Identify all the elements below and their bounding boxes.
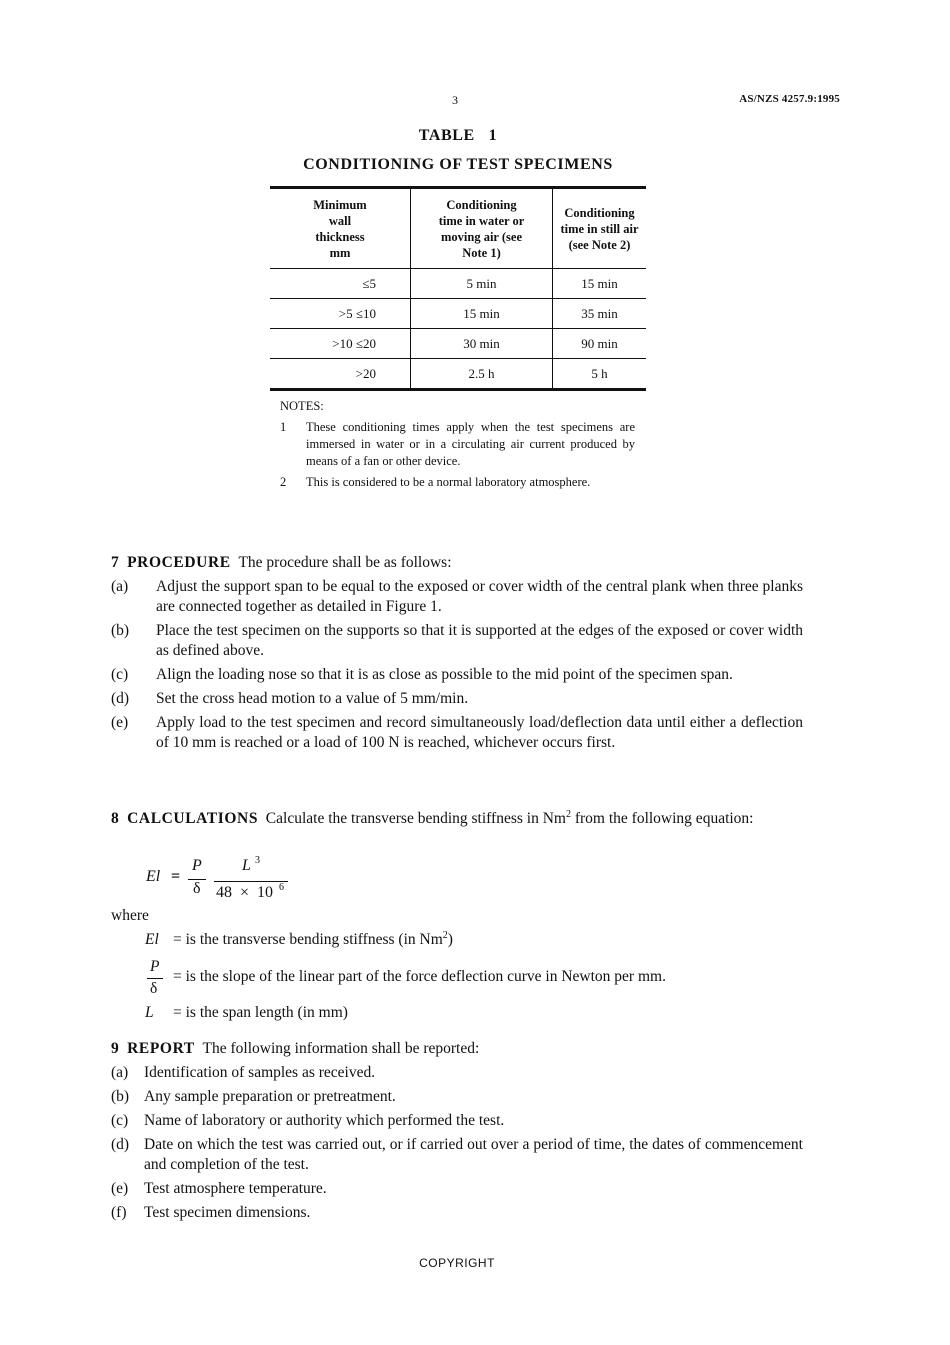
item-label: (c) (111, 666, 129, 683)
definition-l (145, 1003, 348, 1023)
equation-den-exponent: 6 (279, 882, 284, 893)
stiffness-equation (146, 855, 326, 905)
table-cell: 2.5 h (411, 359, 553, 390)
list-item (111, 621, 803, 661)
report-section (111, 1039, 803, 1223)
section-number: 9 (111, 1040, 120, 1057)
item-label: (d) (111, 690, 130, 707)
table-title: CONDITIONING OF TEST SPECIMENS (303, 156, 613, 173)
column-header-water-time: Conditioning time in water or moving air (see Note 1) (411, 188, 553, 269)
list-item (111, 1063, 803, 1083)
report-heading-line (111, 1039, 803, 1059)
table-cell: ≤5 (270, 269, 411, 299)
item-text: Any sample preparation or pretreatment. (144, 1088, 396, 1105)
item-text: Test atmosphere temperature. (144, 1180, 327, 1197)
item-text: Name of laboratory or authority which performed the test. (144, 1112, 505, 1129)
item-text: Adjust the support span to be equal to the exposed or cover width of the central plank when three planks are connected together as detailed in Figure 1. (156, 578, 803, 615)
table-cell: 5 h (591, 365, 608, 381)
section-heading: CALCULATIONS (127, 810, 259, 827)
item-text: Test specimen dimensions. (144, 1204, 311, 1221)
list-item (111, 1111, 803, 1131)
note-item (280, 474, 635, 491)
equation-delta: δ (193, 880, 201, 897)
item-label: (e) (111, 1180, 129, 1197)
section-intro: The following information shall be reported: (202, 1040, 480, 1057)
procedure-section (111, 553, 803, 753)
item-label: (c) (111, 1112, 129, 1129)
where-label: where (111, 907, 149, 924)
table-cell: 15 min (411, 299, 553, 329)
copyright-footer: COPYRIGHT (419, 1256, 495, 1270)
definition-p-delta (145, 957, 805, 1001)
table-row (270, 359, 646, 390)
note-text: This is considered to be a normal laboratory atmosphere. (306, 475, 591, 489)
note-number: 2 (280, 475, 287, 489)
item-text: Identification of samples as received. (144, 1064, 376, 1081)
table-row (270, 269, 646, 299)
item-label: (a) (111, 578, 129, 595)
equation-l-exponent: 3 (255, 855, 260, 866)
page-number: 3 (452, 93, 458, 107)
table-cell: 30 min (411, 329, 553, 359)
section-intro: Calculate the transverse bending stiffness in Nm (265, 810, 566, 827)
table-notes (280, 398, 635, 491)
table-cell: 15 min (553, 269, 647, 299)
table-cell: 35 min (553, 299, 647, 329)
item-text: Place the test specimen on the supports so that it is supported at the edges of the exposed or cover width as defined above. (156, 622, 803, 659)
column-header-still-air-time: Conditioning time in still air (see Note 2) (553, 188, 647, 269)
list-item (111, 1087, 803, 1107)
definition-el (145, 930, 453, 950)
table-cell: 5 min (411, 269, 553, 299)
calculations-intro (111, 809, 803, 829)
item-text: Apply load to the test specimen and record simultaneously load/deflection data until either a deflection of 10 mm is reached or a load of 100 N is reached, whichever occurs first. (156, 714, 803, 751)
list-item (111, 689, 803, 709)
definition-symbol-delta: δ (150, 980, 158, 997)
table-cell: >5 ≤10 (270, 299, 411, 329)
item-label: (b) (111, 1088, 130, 1105)
item-text: Set the cross head motion to a value of 5 mm/min. (156, 690, 469, 707)
table-cell: >20 (270, 359, 411, 390)
equation-denominator: 48 × 10 (216, 884, 274, 901)
table-cell: 90 min (553, 329, 647, 359)
equation-l: L (242, 857, 251, 874)
definition-text-end: ) (447, 931, 453, 948)
unit-superscript: 2 (442, 930, 448, 941)
unit-superscript: 2 (565, 809, 571, 820)
section-intro-end: from the following equation: (570, 810, 754, 827)
table-cell: >10 ≤20 (270, 329, 411, 359)
list-item (111, 1203, 803, 1223)
note-text: These conditioning times apply when the test specimens are immersed in water or in a circulating air current produced by means of a fan or other device. (306, 420, 635, 468)
table-row (270, 329, 646, 359)
item-text: Date on which the test was carried out, or if carried out over a period of time, the dates of commencement and completion of the test. (144, 1136, 803, 1173)
column-header-wall-thickness: Minimum wall thickness mm (270, 188, 411, 269)
item-label: (e) (111, 714, 129, 731)
definition-text: = is the slope of the linear part of the force deflection curve in Newton per mm. (173, 968, 666, 985)
list-item (111, 665, 803, 685)
item-label: (d) (111, 1136, 130, 1153)
note-item (280, 419, 635, 470)
procedure-heading-line (111, 553, 803, 573)
definition-symbol: L (145, 1004, 154, 1021)
table-row (270, 299, 646, 329)
table-header-row (270, 188, 646, 269)
definition-symbol: El (145, 931, 159, 948)
equation-equals: = (171, 868, 181, 885)
equation-p: P (192, 857, 202, 874)
section-number: 7 (111, 554, 120, 571)
table-label: TABLE 1 (418, 127, 498, 144)
list-item (111, 1179, 803, 1199)
item-text: Align the loading nose so that it is as close as possible to the mid point of the specimen span. (156, 666, 733, 683)
item-label: (a) (111, 1064, 129, 1081)
list-item (111, 577, 803, 617)
section-heading: PROCEDURE (127, 554, 231, 571)
definition-text: = is the span length (in mm) (173, 1004, 348, 1021)
definition-symbol-p: P (150, 958, 160, 975)
list-item (111, 713, 803, 753)
section-intro: The procedure shall be as follows: (238, 554, 452, 571)
section-heading: REPORT (127, 1040, 195, 1057)
section-number: 8 (111, 810, 120, 827)
notes-heading: NOTES: (280, 399, 324, 413)
equation-lhs: El (146, 868, 161, 885)
item-label: (f) (111, 1204, 127, 1221)
fraction-bar (214, 881, 288, 882)
definition-text: = is the transverse bending stiffness (in Nm (173, 931, 443, 948)
note-number: 1 (280, 420, 287, 434)
list-item (111, 1135, 803, 1175)
item-label: (b) (111, 622, 130, 639)
standard-reference: AS/NZS 4257.9:1995 (739, 93, 840, 105)
conditioning-table (270, 186, 646, 391)
